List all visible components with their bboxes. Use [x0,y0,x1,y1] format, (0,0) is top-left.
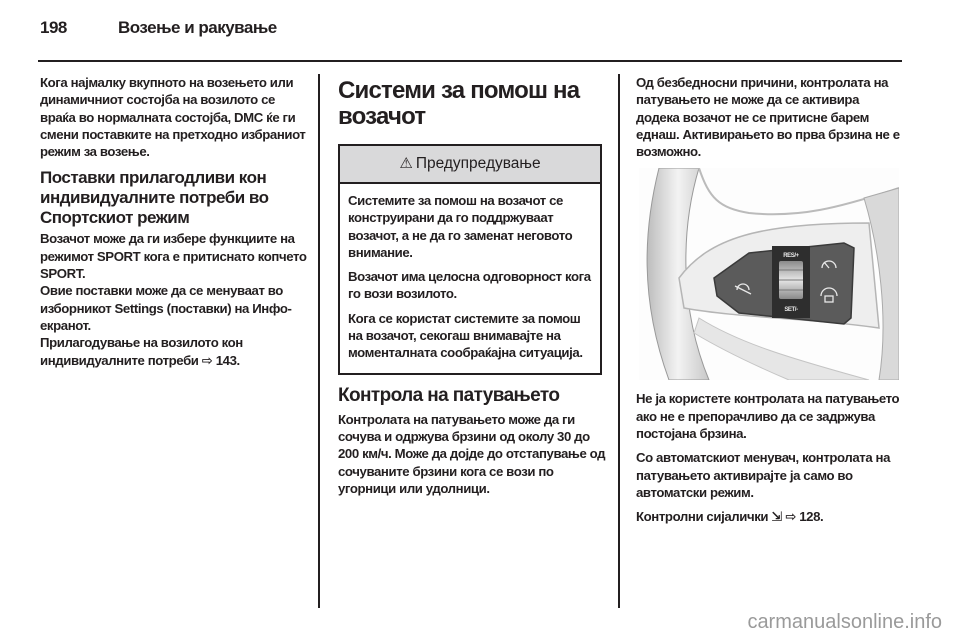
cruise-control-paragraph: Контролата на патувањето може да ги сочува и одржува брзини од околу 30 до 200 км/ч. Може да дојде до отстапување од сочуваните брзини кога се вози по угорници или удолници. [338,411,606,496]
subheading-sport-individual: Поставки прилагодливи кон индивидуалните потреби во Спортскиот режим [40,168,269,228]
section-title: Возење и ракување [118,18,277,37]
column-divider-1 [318,74,320,608]
xref-arrow-icon: ⇨ [201,352,213,368]
warning-box [338,144,602,375]
cruise-indicator-icon: ⇲ [771,509,783,525]
steering-wheel-figure [639,168,899,380]
xref-arrow-icon: ⇨ [785,509,796,525]
set-minus-label: SET/- [784,307,798,314]
steering-wheel-illustration [639,168,899,380]
intro-paragraph: Кога најмалку вкупното на возењето или динамичниот состојба на возилото се враќа во нормалната состојба, DMC ќе ги смени поставките на претходно избраниот режим за возење. [40,75,306,160]
warning-title: Предупредување [415,155,541,173]
warning-paragraph: Кога се користат системите за помош на возачот, секогаш внимавајте на моменталната сообраќајна ситуација. [348,310,583,361]
xref-page-link[interactable]: 143. [215,352,240,368]
indicator-paragraph [636,508,904,525]
watermark: carmanualsonline.info [747,611,942,633]
paragraph: Возачот може да ги избере функциите на режимот SPORT кога е притиснато копчето SPORT. [40,231,307,282]
header-rule [38,60,902,62]
warning-triangle-icon: ⚠ [399,155,413,173]
res-plus-label: RES/+ [783,253,799,260]
paragraph-text: Прилагодување на возилото кон индивидуалните потреби [40,335,243,368]
column-3 [636,74,904,533]
paragraph: Овие поставки може да се менуваат во изборникот Settings (поставки) на Инфо-екранот. [40,283,292,333]
warning-body [340,184,600,373]
automatic-transmission-paragraph: Со автоматскиот менувач, контролата на патувањето активирајте ја само во автоматски режим. [636,450,891,500]
not-recommended-paragraph: Не ја користете контролата на патувањето ако не е препорачливо да се задржува постојана брзина. [636,391,900,442]
safety-paragraph: Од безбедносни причини, контролата на патувањето не може да се активира додека возачот не се притисне барем еднаш. Активирањето во прва брзина не е возможно. [636,75,900,160]
subheading-cruise-control: Контрола на патувањето [338,384,560,406]
column-2 [338,74,606,504]
column-1 [40,74,310,369]
warning-header [340,146,600,184]
paragraph-with-xref [40,334,310,369]
page-number: 198 [40,18,67,37]
indicator-label: Контролни сијалички [636,509,769,525]
warning-paragraph: Возачот има целосна одговорност кога го вози возилото. [348,269,591,302]
warning-paragraph: Системите за помош на возачот се конструирани да го поддржуваат возачот, а не да го заменат неговото внимание. [348,193,573,260]
column-divider-2 [618,74,620,608]
heading-driver-assistance: Системи за помош на возачот [338,77,580,130]
xref-page-link[interactable]: 128. [799,509,824,525]
